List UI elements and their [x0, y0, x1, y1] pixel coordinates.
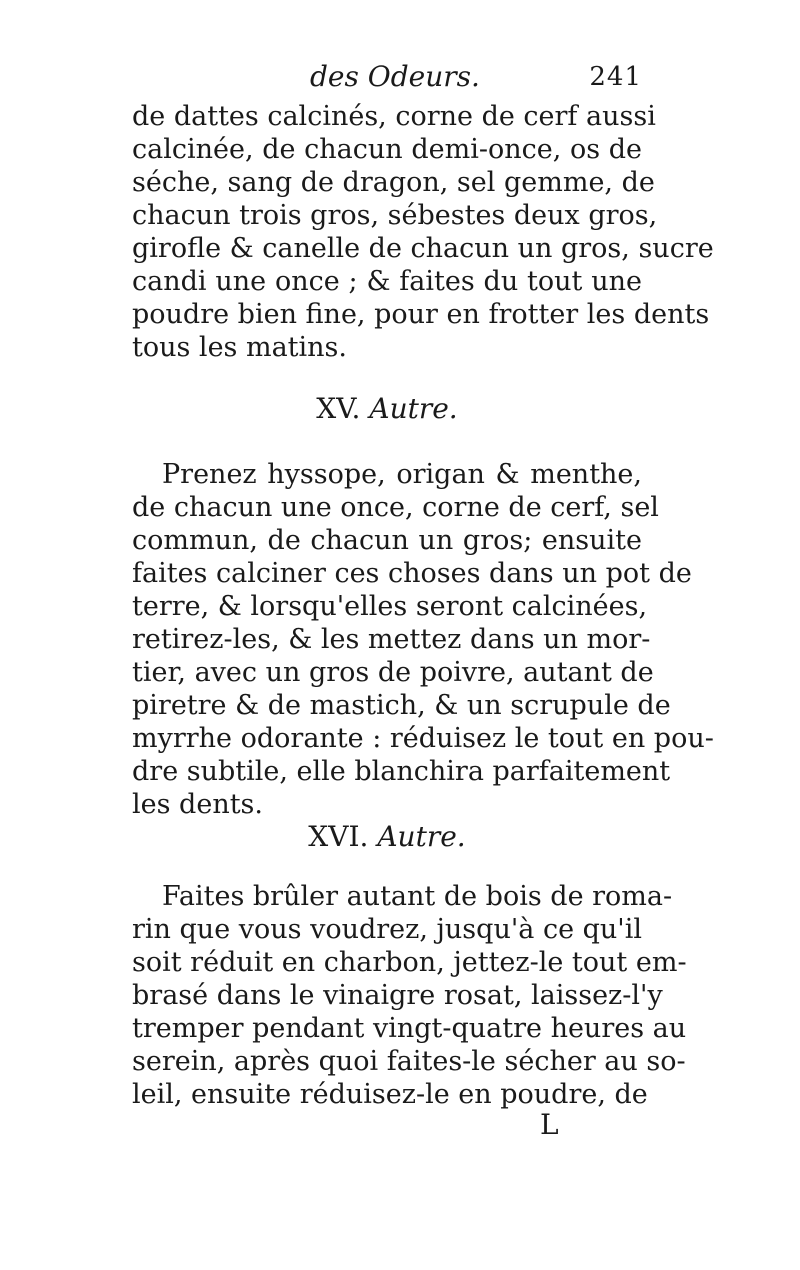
text-line: soit réduit en charbon, jettez-le tout em-	[132, 947, 687, 978]
paragraph-recipe-xvi	[132, 880, 687, 1111]
running-head	[132, 60, 642, 100]
text-line: rin que vous voudrez, jusqu'à ce qu'il	[132, 914, 642, 945]
text-line: Faites brûler autant de bois de roma-	[162, 881, 673, 912]
text-line: myrrhe odorante : réduisez le tout en pou-	[132, 723, 714, 754]
text-line: de dattes calcinés, corne de cerf aussi	[132, 101, 656, 132]
text-line: Prenez hyssope, origan & menthe,	[162, 459, 642, 490]
section-title: Autre.	[377, 820, 466, 853]
text-line: tous les matins.	[132, 332, 347, 363]
paragraph-recipe-xv	[132, 458, 714, 821]
text-line: leil, ensuite réduisez-le en poudre, de	[132, 1079, 648, 1110]
text-line: piretre & de mastich, & un scrupule de	[132, 690, 671, 721]
text-line: candi une once ; & faites du tout une	[132, 266, 642, 297]
text-line: dre subtile, elle blanchira parfaitement	[132, 756, 671, 787]
section-heading-xvi	[132, 820, 642, 854]
text-line: serein, après quoi faites-le sécher au so-	[132, 1046, 686, 1077]
text-line: séche, sang de dragon, sel gemme, de	[132, 167, 655, 198]
section-number: XV.	[316, 392, 361, 425]
text-line: les dents.	[132, 789, 263, 820]
text-line: commun, de chacun un gros; ensuite	[132, 525, 642, 556]
section-heading-xv	[132, 392, 642, 426]
text-line: chacun trois gros, sébestes deux gros,	[132, 200, 658, 231]
text-line: tremper pendant vingt-quatre heures au	[132, 1013, 687, 1044]
text-line: calcinée, de chacun demi-once, os de	[132, 134, 642, 165]
text-line: tier, avec un gros de poivre, autant de	[132, 657, 654, 688]
text-line: brasé dans le vinaigre rosat, laissez-l'y	[132, 980, 663, 1011]
running-head-title: des Odeurs.	[310, 60, 480, 93]
text-line: girofle & canelle de chacun un gros, sucre	[132, 233, 714, 264]
text-line: de chacun une once, corne de cerf, sel	[132, 492, 659, 523]
text-line: retirez-les, & les mettez dans un mor-	[132, 624, 651, 655]
page-number: 241	[589, 62, 642, 92]
signature-mark: L	[540, 1108, 559, 1141]
paragraph-recipe-continued	[132, 100, 714, 364]
text-line: terre, & lorsqu'elles seront calcinées,	[132, 591, 648, 622]
section-title: Autre.	[369, 392, 458, 425]
text-line: poudre bien fine, pour en frotter les dents	[132, 299, 710, 330]
text-line: faites calciner ces choses dans un pot de	[132, 558, 692, 589]
section-number: XVI.	[308, 820, 369, 853]
